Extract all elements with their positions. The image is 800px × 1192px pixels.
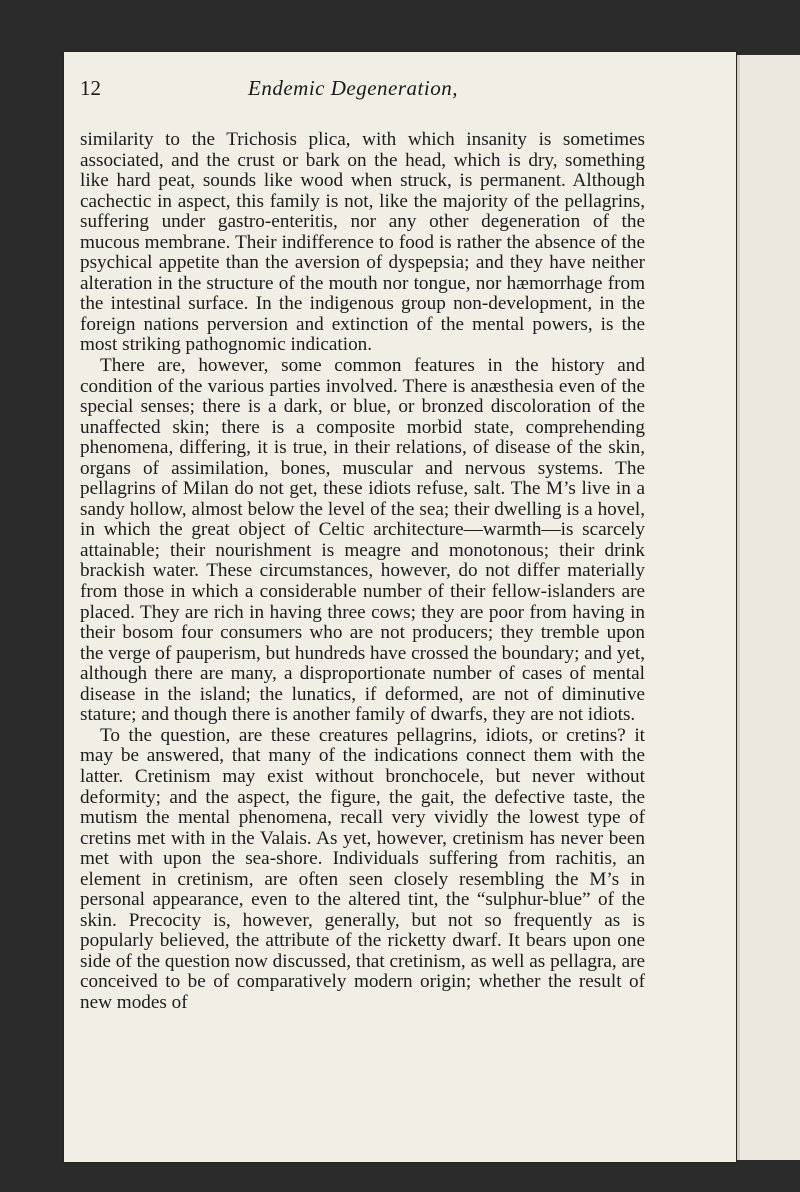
body-text	[80, 130, 645, 1014]
page-number: 12	[80, 76, 101, 100]
running-title: Endemic Degeneration,	[248, 76, 458, 100]
running-head	[80, 76, 640, 106]
paragraph: There are, however, some common features in the history and condition of the various parties involved. There is anæsthesia even of the special senses; there is a dark, or blue, or bronzed discoloration of the unaffected skin; there is a composite morbid state, comprehending phenomena, differing, it is true, in their relations, of disease of the skin, organs of assimilation, bones, muscular and nervous systems. The pellagrins of Milan do not get, these idiots refuse, salt. The M’s live in a sandy hollow, almost below the level of the sea; their dwelling is a hovel, in which the great object of Celtic architecture—warmth—is scarcely attainable; their nourishment is meagre and monotonous; their drink brackish water. These circumstances, however, do not differ materially from those in which a considerable number of their fellow-islanders are placed. They are rich in having three cows; they are poor from having in their bosom four consumers who are not producers; they tremble upon the verge of pauperism, but hundreds have crossed the boundary; and yet, although there are many, a disproportionate number of cases of mental disease in the island; the lunatics, if deformed, are not of diminutive stature; and though there is another family of dwarfs, they are not idiots.	[80, 355, 645, 726]
adjacent-page-edge	[737, 55, 800, 1160]
paragraph: similarity to the Trichosis plica, with which insanity is sometimes associated, and the crust or bark on the head, which is dry, something like hard peat, sounds like wood when struck, is permanent. Although cachectic in aspect, this family is not, like the majority of the pellagrins, suffering under gastro-enteritis, nor any other degeneration of the mucous membrane. Their indifference to food is rather the absence of the psychical appetite than the aversion of dyspepsia; and they have neither alteration in the structure of the mouth nor tongue, nor hæmorrhage from the intestinal surface. In the indigenous group non-development, in the foreign nations perversion and extinction of the mental powers, is the most striking pathognomic indication.	[80, 129, 645, 356]
paragraph: To the question, are these creatures pellagrins, idiots, or cretins? it may be answered, that many of the indications connect them with the latter. Cretinism may exist without bronchocele, but never without deformity; and the aspect, the figure, the gait, the defective taste, the mutism the mental phenomena, recall very vividly the lowest type of cretins met with in the Valais. As yet, however, cretinism has never been met with upon the sea-shore. Individuals suffering from rachitis, an element in cretinism, are often seen closely resembling the M’s in personal appearance, even to the altered tint, the “sulphur-blue” of the skin. Precocity is, however, generally, but not so frequently as is popularly believed, the attribute of the ricketty dwarf. It bears upon one side of the question now discussed, that cretinism, as well as pellagra, are conceived to be of comparatively modern origin; whether the result of new modes of	[80, 724, 645, 1013]
